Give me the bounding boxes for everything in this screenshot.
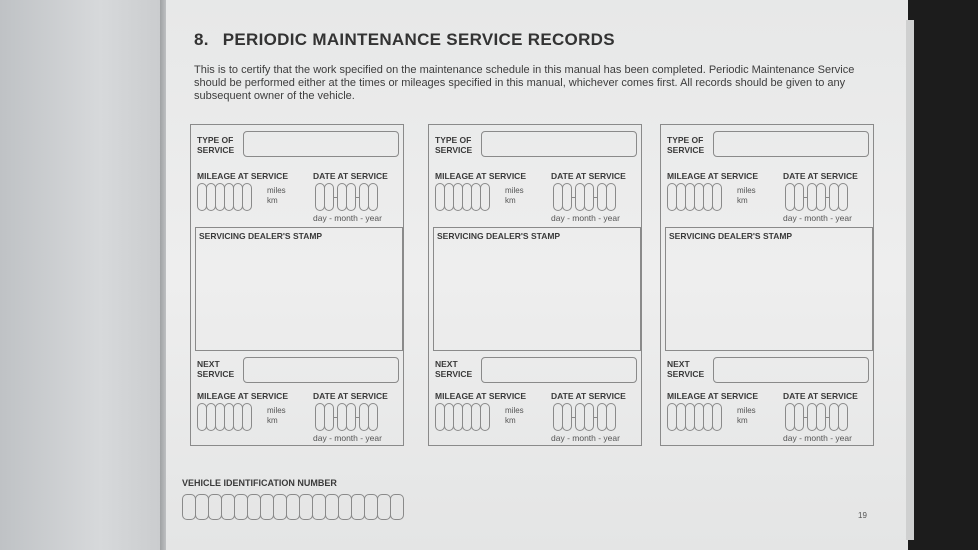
right-page [166,0,908,550]
dealer-stamp-label: SERVICING DEALER'S STAMP [437,231,561,241]
section-title: PERIODIC MAINTENANCE SERVICE RECORDS [222,30,615,49]
digit-box[interactable] [325,494,339,520]
dealer-stamp-box [195,227,403,351]
next-mileage-at-service-label: MILEAGE AT SERVICE [667,391,758,401]
page-title [194,30,615,50]
digit-box[interactable] [208,494,222,520]
next-date-format-hint: day - month - year [313,433,382,443]
mileage-digit-boxes[interactable] [435,183,489,211]
date-boxes[interactable] [785,183,847,211]
mileage-digit-boxes[interactable] [197,183,251,211]
digit-box[interactable] [606,403,616,431]
next-mileage-at-service-label: MILEAGE AT SERVICE [197,391,288,401]
service-record-card [428,124,642,446]
dealer-stamp-label: SERVICING DEALER'S STAMP [199,231,323,241]
vin-label: VEHICLE IDENTIFICATION NUMBER [182,478,337,488]
next-date-at-service-label: DATE AT SERVICE [551,391,626,401]
date-format-hint: day - month - year [551,213,620,223]
digit-box[interactable] [606,183,616,211]
digit-box[interactable] [712,403,722,431]
vin-digit-boxes[interactable] [182,494,403,520]
date-at-service-label: DATE AT SERVICE [551,171,626,181]
next-date-format-hint: day - month - year [783,433,852,443]
next-date-boxes[interactable] [315,403,377,431]
digit-box[interactable] [368,403,378,431]
dealer-stamp-box [665,227,873,351]
digit-box[interactable] [242,403,252,431]
page-edge [906,20,914,540]
next-service-label: NEXT SERVICE [435,359,473,379]
mileage-at-service-label: MILEAGE AT SERVICE [667,171,758,181]
page-number: 19 [858,511,867,520]
next-service-label: NEXT SERVICE [667,359,705,379]
next-date-boxes[interactable] [553,403,615,431]
digit-box[interactable] [286,494,300,520]
next-service-field[interactable] [713,357,869,383]
digit-box[interactable] [247,494,261,520]
digit-box[interactable] [299,494,313,520]
service-record-card [190,124,404,446]
type-of-service-label: TYPE OF SERVICE [435,135,473,155]
next-mileage-at-service-label: MILEAGE AT SERVICE [435,391,526,401]
date-boxes[interactable] [553,183,615,211]
digit-box[interactable] [351,494,365,520]
next-mileage-units: miles km [505,406,524,425]
digit-box[interactable] [838,183,848,211]
next-service-field[interactable] [481,357,637,383]
next-mileage-digit-boxes[interactable] [197,403,251,431]
section-number: 8. [194,30,209,49]
digit-box[interactable] [838,403,848,431]
mileage-units: miles km [737,186,756,205]
mileage-at-service-label: MILEAGE AT SERVICE [435,171,526,181]
type-of-service-field[interactable] [481,131,637,157]
dealer-stamp-label: SERVICING DEALER'S STAMP [669,231,793,241]
type-of-service-label: TYPE OF SERVICE [197,135,235,155]
digit-box[interactable] [480,183,490,211]
type-of-service-field[interactable] [243,131,399,157]
next-date-at-service-label: DATE AT SERVICE [313,391,388,401]
digit-box[interactable] [221,494,235,520]
digit-box[interactable] [273,494,287,520]
next-mileage-digit-boxes[interactable] [435,403,489,431]
mileage-at-service-label: MILEAGE AT SERVICE [197,171,288,181]
digit-box[interactable] [242,183,252,211]
next-service-field[interactable] [243,357,399,383]
type-of-service-field[interactable] [713,131,869,157]
digit-box[interactable] [364,494,378,520]
service-record-card [660,124,874,446]
date-at-service-label: DATE AT SERVICE [783,171,858,181]
next-date-format-hint: day - month - year [551,433,620,443]
date-boxes[interactable] [315,183,377,211]
next-date-boxes[interactable] [785,403,847,431]
mileage-digit-boxes[interactable] [667,183,721,211]
date-format-hint: day - month - year [313,213,382,223]
next-date-at-service-label: DATE AT SERVICE [783,391,858,401]
intro-text: This is to certify that the work specified on the maintenance schedule in this manual has been completed. Periodic Maintenance Service should be performed either at the times or mileages specified in this manual, whichever comes first. All records should be given to any subsequent owner of the vehicle. [194,64,855,102]
dealer-stamp-box [433,227,641,351]
next-mileage-units: miles km [267,406,286,425]
digit-box[interactable] [480,403,490,431]
next-mileage-digit-boxes[interactable] [667,403,721,431]
digit-box[interactable] [368,183,378,211]
digit-box[interactable] [390,494,404,520]
digit-box[interactable] [195,494,209,520]
digit-box[interactable] [377,494,391,520]
date-format-hint: day - month - year [783,213,852,223]
left-page [0,0,168,550]
digit-box[interactable] [338,494,352,520]
next-service-label: NEXT SERVICE [197,359,235,379]
digit-box[interactable] [234,494,248,520]
mileage-units: miles km [267,186,286,205]
digit-box[interactable] [182,494,196,520]
digit-box[interactable] [712,183,722,211]
mileage-units: miles km [505,186,524,205]
date-at-service-label: DATE AT SERVICE [313,171,388,181]
digit-box[interactable] [260,494,274,520]
type-of-service-label: TYPE OF SERVICE [667,135,705,155]
digit-box[interactable] [312,494,326,520]
next-mileage-units: miles km [737,406,756,425]
